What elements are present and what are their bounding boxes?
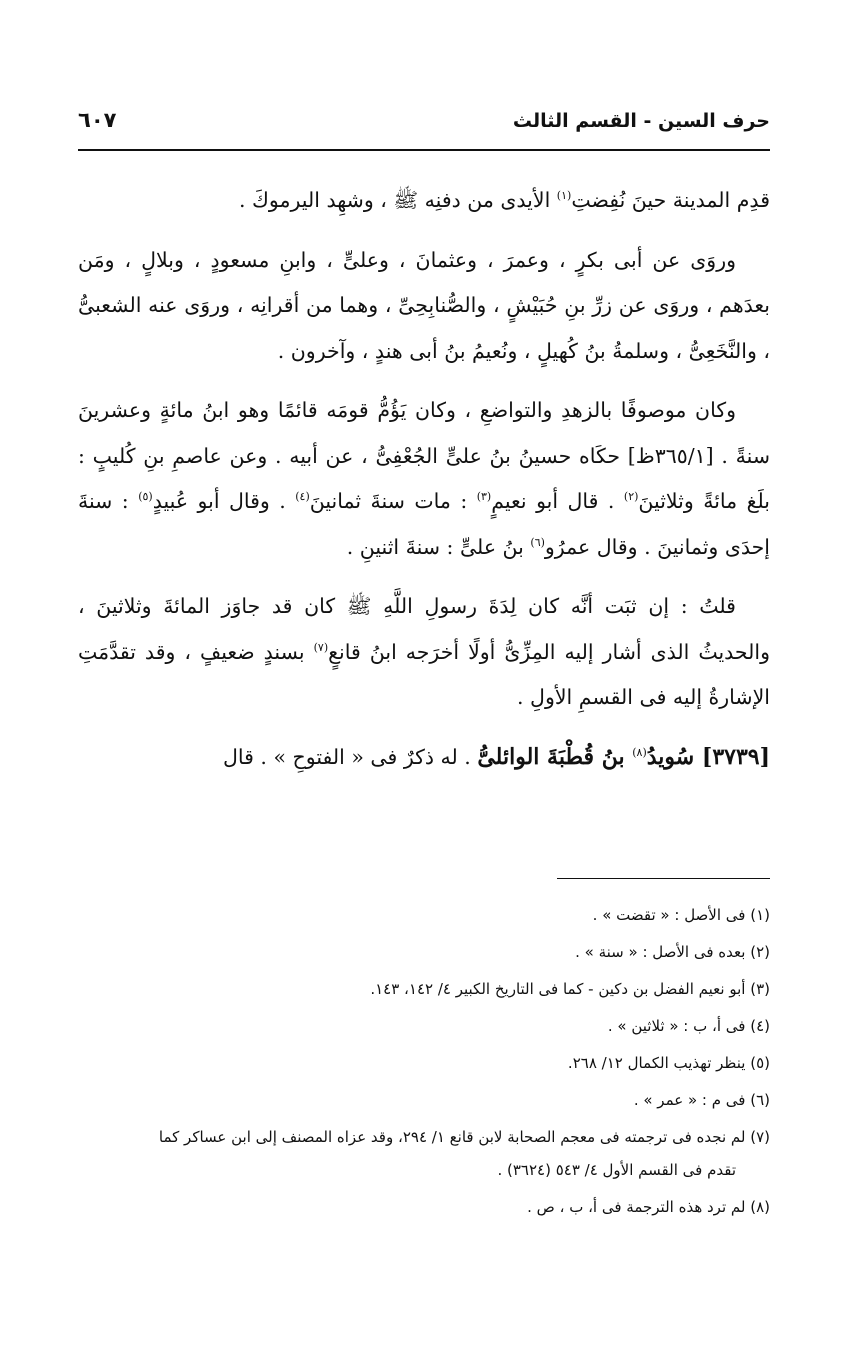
entry-name-rest: بنُ قُطْبَةَ الوائلىُّ bbox=[477, 743, 633, 770]
footnote-1: (١) فى الأصل : « تقضت » . bbox=[592, 906, 770, 924]
footnote-3: (٣) أبو نعيم الفضل بن دكين - كما فى التاريخ الكبير ٤/ ١٤٢، ١٤٣. bbox=[370, 980, 770, 998]
entry-name-first: سُويدُ bbox=[646, 743, 702, 770]
footnote-5: (٥) ينظر تهذيب الكمال ١٢/ ٢٦٨. bbox=[567, 1054, 770, 1072]
footnote-ref-5[interactable]: (٥) bbox=[138, 490, 153, 504]
footnote-divider bbox=[557, 878, 770, 879]
entry-number: [٣٧٣٩] bbox=[701, 743, 770, 770]
footnote-ref-4[interactable]: (٤) bbox=[295, 490, 310, 504]
footnote-7-continued: تقدم فى القسم الأول ٤/ ٥٤٣ (٣٦٢٤) . bbox=[497, 1161, 736, 1179]
paragraph-4: قلتُ : إن ثبَت أنَّه كان لِدَةَ رسولِ اللَّهِ ﷺ كان قد جاوَز المائةَ وثلاثينَ ، والحديثُ الذى أشار إليه المِزِّىُّ أولًا أخرَجه ابنُ قانعٍ$^{(٧)}$ بسندٍ ضعيفٍ ، وقد تقدَّمَتِ الإشارةُ إليه فى القسمِ الأولِ . bbox=[78, 594, 770, 709]
footnote-8: (٨) لم ترد هذه الترجمة فى أ، ب ، ص . bbox=[527, 1198, 770, 1216]
running-title: حرف السين - القسم الثالث bbox=[512, 110, 770, 132]
footnote-ref-7[interactable]: (٧) bbox=[313, 640, 329, 654]
footnote-ref-2[interactable]: (٢) bbox=[623, 490, 639, 504]
paragraph-2: وروَى عن أبى بكرٍ ، وعمرَ ، وعثمانَ ، وعلىٍّ ، وابنِ مسعودٍ ، وبلالٍ ، ومَن بعدَهم ، وروَى عن زرِّ بنِ حُبَيْشٍ ، والصُّنابِحِىِّ ، وهما من أقرانِه ، وروَى عنه الشعبىُّ ، والنَّخَعِىُّ ، وسلمةُ بنُ كُهيلٍ ، ونُعيمُ بنُ أبى هندٍ ، وآخرون . bbox=[78, 247, 770, 363]
paragraph-3: وكان موصوفًا بالزهدِ والتواضعِ ، وكان يَؤُمُّ قومَه قائمًا وهو ابنُ مائةٍ وعشرينَ سنةً . [٣٦٥/١ظ] حكَاه حسينُ بنُ علىٍّ الجُعْفِىُّ ، عن أبيه . وعن عاصمِ بنِ كُليبٍ : بلَغ مائةً وثلاثينَ$^{(٢)}$ . قال أبو نعيمٍ$^{(٣)}$ : مات سنةَ ثمانينَ$^{(٤)}$ . وقال أبو عُبيدٍ$^{(٥)}$ : سنةَ إحدَى وثمانينَ . وقال عمرُو$^{(٦)}$ بنُ علىٍّ : سنةَ اثنينِ . bbox=[78, 398, 770, 559]
footnote-ref-3[interactable]: (٣) bbox=[476, 490, 492, 504]
page-number: ٦٠٧ bbox=[78, 108, 117, 132]
paragraph-1: قدِم المدينة حينَ نُفِضتِ$^{(١)}$ الأيدى من دفنِه ﷺ ، وشهِد اليرموكَ . bbox=[238, 188, 770, 212]
header-rule bbox=[78, 149, 770, 151]
footnote-ref-8[interactable]: (٨) bbox=[632, 745, 647, 759]
page-header bbox=[78, 108, 770, 142]
footnote-2: (٢) بعده فى الأصل : « سنة » . bbox=[575, 943, 770, 961]
footnote-6: (٦) فى م : « عمر » . bbox=[633, 1091, 770, 1109]
footnote-4: (٤) فى أ، ب : « ثلاثين » . bbox=[607, 1017, 770, 1035]
footnote-7: (٧) لم نجده فى ترجمته فى معجم الصحابة لابن قانع ١/ ٢٩٤، وقد عزاه المصنف إلى ابن عساكر كما bbox=[158, 1128, 770, 1146]
footnote-ref-1[interactable]: (١) bbox=[556, 189, 572, 203]
footnote-ref-6[interactable]: (٦) bbox=[530, 535, 545, 549]
main-text bbox=[78, 178, 770, 794]
paragraph-5-entry: [٣٧٣٩] سُويدُ$^{(٨)}$ بنُ قُطْبَةَ الوائلىُّ . له ذكرٌ فى « الفتوحِ » . قال bbox=[222, 743, 770, 770]
footnotes bbox=[78, 897, 770, 1226]
